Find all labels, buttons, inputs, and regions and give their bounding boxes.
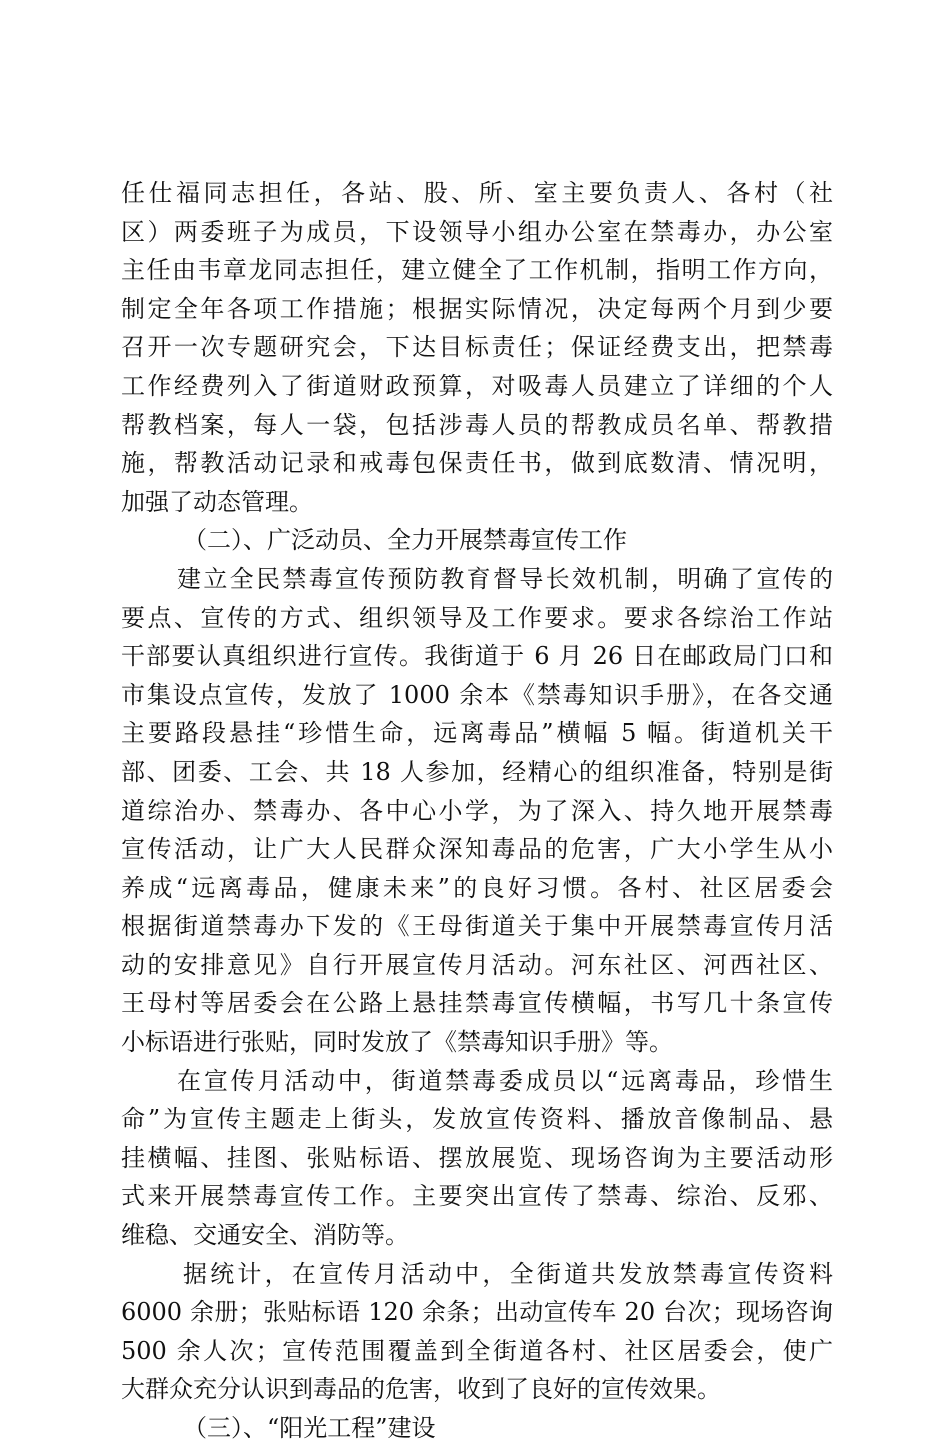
paragraph-3-line-4: 式来开展禁毒宣传工作。主要突出宣传了禁毒、综治、反邪、 <box>121 1182 833 1211</box>
paragraph-2-line-11: 动的安排意见》自行开展宣传月活动。河东社区、河西社区、 <box>121 950 833 979</box>
paragraph-2-line-5: 主要路段悬挂“珍惜生命，远离毒品”横幅 5 幅。街道机关干 <box>121 719 833 748</box>
paragraph-4-line-4: 大群众充分认识到毒品的危害，收到了良好的宣传效果。 <box>121 1375 721 1404</box>
paragraph-2-line-3: 干部要认真组织进行宣传。我街道于 6 月 26 日在邮政局门口和 <box>121 642 833 671</box>
paragraph-1-line-6: 工作经费列入了街道财政预算，对吸毒人员建立了详细的个人 <box>121 371 833 400</box>
paragraph-1-line-9: 加强了动态管理。 <box>121 487 313 516</box>
paragraph-2-line-10: 根据街道禁毒办下发的《王母街道关于集中开展禁毒宣传月活 <box>121 912 833 941</box>
paragraph-2-line-8: 宣传活动，让广大人民群众深知毒品的危害，广大小学生从小 <box>121 835 833 864</box>
paragraph-2-line-9: 养成“远离毒品，健康未来”的良好习惯。各村、社区居委会 <box>121 873 833 902</box>
paragraph-2-line-2: 要点、宣传的方式、组织领导及工作要求。要求各综治工作站 <box>121 603 833 632</box>
paragraph-1-line-7: 帮教档案，每人一袋，包括涉毒人员的帮教成员名单、帮教措 <box>121 410 833 439</box>
paragraph-1-line-4: 制定全年各项工作措施；根据实际情况，决定每两个月到少要 <box>121 294 833 323</box>
paragraph-3-line-5: 维稳、交通安全、消防等。 <box>121 1221 409 1250</box>
paragraph-2-line-12: 王母村等居委会在公路上悬挂禁毒宣传横幅，书写几十条宣传 <box>121 989 833 1018</box>
paragraph-3-line-1: 在宣传月活动中，街道禁毒委成员以“远离毒品，珍惜生 <box>177 1066 833 1095</box>
paragraph-2-line-6: 部、团委、工会、共 18 人参加，经精心的组织准备，特别是街 <box>121 757 833 786</box>
document-body <box>121 174 833 1448</box>
paragraph-3-line-2: 命”为宣传主题走上街头，发放宣传资料、播放音像制品、悬 <box>121 1105 833 1134</box>
paragraph-1-line-3: 主任由韦章龙同志担任，建立健全了工作机制，指明工作方向， <box>121 256 833 285</box>
paragraph-2-line-4: 市集设点宣传，发放了 1000 余本《禁毒知识手册》，在各交通 <box>121 680 833 709</box>
paragraph-1-line-8: 施，帮教活动记录和戒毒包保责任书，做到底数清、情况明， <box>121 449 833 478</box>
paragraph-1-line-2: 区）两委班子为成员，下设领导小组办公室在禁毒办，办公室 <box>121 217 833 246</box>
section-heading-3: （三）、“阳光工程”建设 <box>183 1414 436 1442</box>
paragraph-2-line-13: 小标语进行张贴，同时发放了《禁毒知识手册》等。 <box>121 1028 673 1057</box>
paragraph-4-line-3: 500 余人次；宣传范围覆盖到全街道各村、社区居委会，使广 <box>121 1336 833 1365</box>
paragraph-1-line-5: 召开一次专题研究会，下达目标责任；保证经费支出，把禁毒 <box>121 333 833 362</box>
paragraph-2-line-1: 建立全民禁毒宣传预防教育督导长效机制，明确了宣传的 <box>177 564 833 593</box>
section-heading-2: （二）、广泛动员、全力开展禁毒宣传工作 <box>183 526 627 555</box>
paragraph-2-line-7: 道综治办、禁毒办、各中心小学，为了深入、持久地开展禁毒 <box>121 796 833 825</box>
paragraph-4-line-1: 据统计，在宣传月活动中，全街道共发放禁毒宣传资料 <box>183 1259 833 1288</box>
paragraph-4-line-2: 6000 余册；张贴标语 120 余条；出动宣传车 20 台次；现场咨询 <box>121 1298 833 1327</box>
paragraph-1-line-1: 任仕福同志担任，各站、股、所、室主要负责人、各村（社 <box>121 179 833 207</box>
paragraph-3-line-3: 挂横幅、挂图、张贴标语、摆放展览、现场咨询为主要活动形 <box>121 1143 833 1172</box>
